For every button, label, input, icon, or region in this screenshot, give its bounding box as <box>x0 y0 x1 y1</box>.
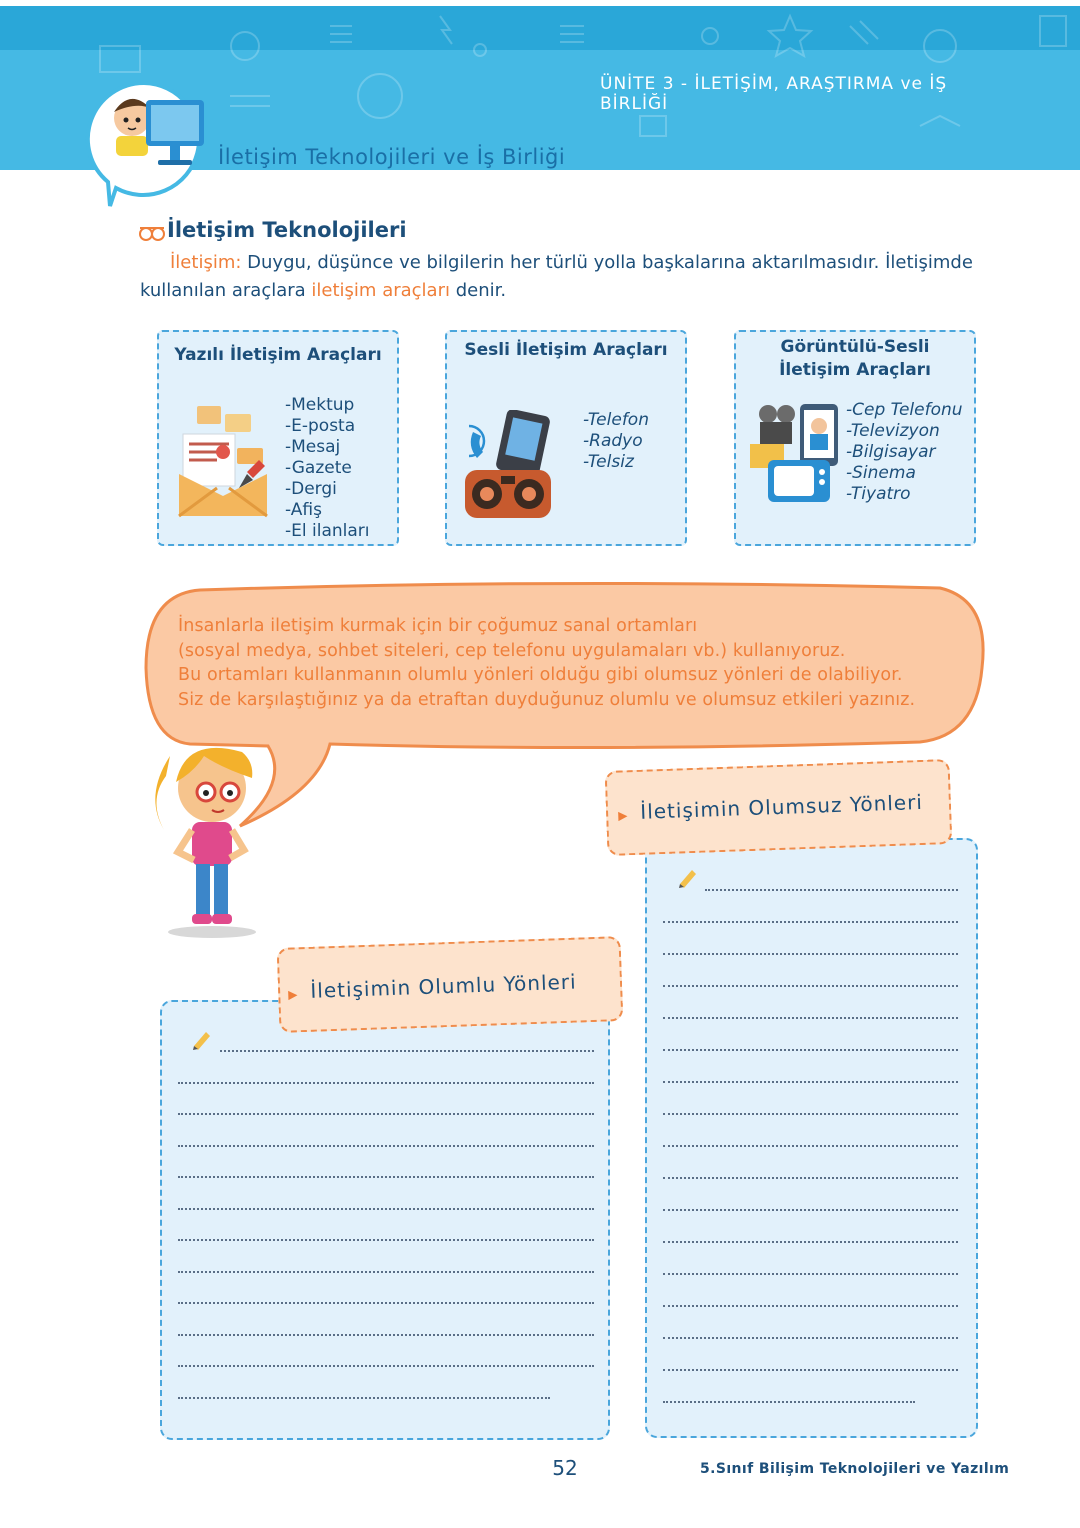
page-number: 52 <box>552 1456 578 1480</box>
list-item: -Mektup <box>285 395 355 415</box>
definition-term: İletişim: <box>170 252 242 273</box>
ruled-line <box>178 1365 594 1367</box>
audio-tools-title: Sesli İletişim Araçları <box>464 340 668 360</box>
positive-aspects-label-text: İletişimin Olumlu Yönleri <box>309 969 578 1003</box>
ruled-line <box>178 1334 594 1336</box>
ruled-line <box>178 1239 594 1241</box>
list-item: -Dergi <box>285 479 337 499</box>
pencil-icon <box>676 866 698 888</box>
ruled-line <box>220 1050 594 1052</box>
ruled-line <box>663 1369 958 1371</box>
speech-line: Siz de karşılaştığınız ya da etraftan duyduğunuz olumlu ve olumsuz etkileri yazınız. <box>178 689 916 710</box>
list-item: -Telsiz <box>583 452 634 472</box>
speech-text <box>178 614 968 712</box>
list-item: -Telefon <box>583 410 649 430</box>
ruled-line <box>663 1177 958 1179</box>
ruled-line <box>178 1176 594 1178</box>
ruled-line <box>705 889 958 891</box>
pencil-icon <box>190 1028 212 1050</box>
positive-aspects-label <box>277 936 624 1033</box>
list-item: -E-posta <box>285 416 356 436</box>
book-title-footer: 5.Sınıf Bilişim Teknolojileri ve Yazılım <box>700 1461 1010 1477</box>
ruled-line <box>663 1401 915 1403</box>
audiovisual-tools-title: Görüntülü-Sesli İletişim Araçları <box>779 337 931 380</box>
ruled-line <box>663 921 958 923</box>
speech-line: (sosyal medya, sohbet siteleri, cep telefonu uygulamaları vb.) kullanıyoruz. <box>178 640 846 661</box>
ruled-line <box>663 1081 958 1083</box>
list-item: -Mesaj <box>285 437 341 457</box>
ruled-line <box>663 1337 958 1339</box>
speech-line: İnsanlarla iletişim kurmak için bir çoğumuz sanal ortamları <box>178 616 698 636</box>
ruled-line <box>178 1113 594 1115</box>
ruled-line <box>178 1082 594 1084</box>
list-item: -Televizyon <box>846 421 940 441</box>
list-item: -Bilgisayar <box>846 442 936 462</box>
negative-aspects-label <box>605 759 953 856</box>
list-item: -El ilanları <box>285 521 370 541</box>
list-item: -Gazete <box>285 458 352 478</box>
girl-character-illustration <box>140 738 270 940</box>
negative-aspects-label-text: İletişimin Olumsuz Yönleri <box>639 789 924 824</box>
ruled-line <box>663 1209 958 1211</box>
triangle-arrow-icon: ▶ <box>617 808 629 823</box>
ruled-line <box>663 1017 958 1019</box>
definition-highlight: iletişim araçları <box>311 280 450 301</box>
section-title: İletişim Teknolojileri <box>167 218 407 242</box>
triangle-arrow-icon: ▶ <box>288 987 299 1002</box>
ruled-line <box>663 1145 958 1147</box>
positive-aspects-writing-area[interactable] <box>160 1000 610 1440</box>
definition-end: denir. <box>449 280 507 301</box>
ruled-line <box>663 985 958 987</box>
ruled-line <box>663 1305 958 1307</box>
speech-line: Bu ortamları kullanmanın olumlu yönleri olduğu gibi olumsuz yönleri de olabiliyor. <box>178 665 903 685</box>
list-item: -Sinema <box>846 463 916 483</box>
list-item: -Afiş <box>285 500 322 520</box>
ruled-line <box>663 953 958 955</box>
ruled-line <box>663 1241 958 1243</box>
list-item: -Radyo <box>583 431 643 451</box>
ruled-line <box>178 1271 594 1273</box>
ruled-line <box>178 1302 594 1304</box>
ruled-line <box>663 1273 958 1275</box>
definition-text: Duygu, düşünce ve bilgilerin her türlü yolla başkalarına aktarılmasıdır. İletişimde kullanılan araçlara <box>140 252 973 301</box>
negative-aspects-writing-area[interactable] <box>645 838 978 1438</box>
written-tools-title: Yazılı İletişim Araçları <box>174 345 382 365</box>
list-item: -Tiyatro <box>846 484 911 504</box>
ruled-line <box>178 1208 594 1210</box>
ruled-line <box>178 1145 594 1147</box>
ruled-line <box>663 1113 958 1115</box>
unit-title: ÜNİTE 3 - İLETİŞİM, ARAŞTIRMA ve İŞ BİRLİĞİ <box>600 74 948 114</box>
list-item: -Cep Telefonu <box>846 400 963 420</box>
ruled-line <box>663 1049 958 1051</box>
chapter-subtitle: İletişim Teknolojileri ve İş Birliği <box>218 145 566 169</box>
ruled-line <box>178 1397 550 1399</box>
